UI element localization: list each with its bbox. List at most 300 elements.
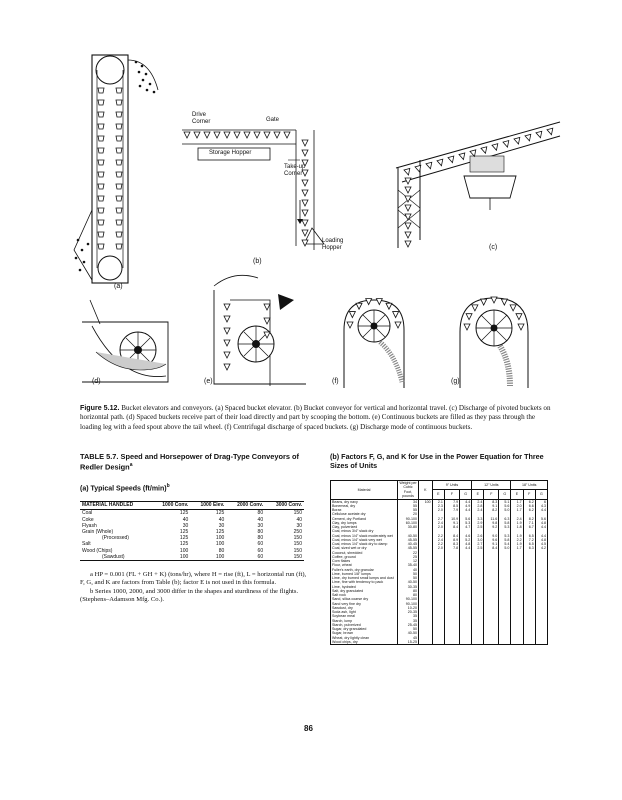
table-cell: 30-80 xyxy=(398,525,419,529)
panel-label-f: (f) xyxy=(332,378,339,385)
table-cell: Clay, pulverized xyxy=(331,525,398,529)
factors-table xyxy=(330,480,548,645)
bucket-shape xyxy=(224,132,230,138)
bucket-shape xyxy=(481,147,488,154)
bucket-shape xyxy=(116,88,122,93)
table-cell: 45 xyxy=(398,636,419,640)
table-cell: 5.4 xyxy=(499,542,511,546)
table-cell: Coal, minus 3/4" slack dry xyxy=(331,529,398,533)
table-cell: 125 xyxy=(179,528,189,535)
table-cell: 5.2 xyxy=(460,538,472,542)
table-cell: 4.4 xyxy=(460,499,472,504)
bucket-shape xyxy=(224,352,230,358)
table-cell: 30 xyxy=(182,522,189,529)
table-cell: 9.1 xyxy=(484,542,499,546)
table-cell: (Sawdust) xyxy=(80,554,151,561)
bucket-shape xyxy=(405,205,411,211)
material-dot xyxy=(77,239,80,242)
table-cell: Clay, dry lumps xyxy=(331,521,398,525)
bucket-shape xyxy=(98,148,104,153)
bucket-shape xyxy=(503,141,510,148)
table-row xyxy=(80,510,304,517)
bucket-shape xyxy=(405,241,411,247)
typical-speeds-subtitle: (a) Typical Speeds $(ft/\min)^b$ xyxy=(80,483,170,493)
factors-title-text: (b) Factors F, G, and K for Use in the Power Equation for Three Sizes of Units xyxy=(330,452,544,470)
table-cell: 125 xyxy=(179,541,189,548)
bucket-shape xyxy=(356,303,362,309)
bucket-shape xyxy=(184,132,190,138)
bucket-shape xyxy=(234,132,240,138)
bucket-shape xyxy=(302,190,308,196)
table-cell: 15-25 xyxy=(398,640,419,645)
panel-label-d: (d) xyxy=(92,378,101,385)
table-cell: 2.5 xyxy=(472,525,484,529)
table-cell: 40 xyxy=(218,516,225,523)
figure-caption xyxy=(80,404,558,432)
table-cell: 2.2 xyxy=(432,534,444,538)
table-cell: 9.1 xyxy=(484,504,499,508)
table-cell: 4.9 xyxy=(460,504,472,508)
table-cell: 60 xyxy=(226,554,265,561)
table-cell: 30 xyxy=(218,522,225,529)
factors-sub-header: G xyxy=(460,490,472,499)
table-cell: 60-100 xyxy=(398,521,419,525)
material-dot xyxy=(141,65,144,68)
table-cell: 5.6 xyxy=(460,517,472,521)
material-dot xyxy=(139,85,142,88)
material-dot xyxy=(145,73,148,76)
table-cell: 2.9 xyxy=(472,521,484,525)
table-cell xyxy=(511,640,523,645)
table-cell: 4.4 xyxy=(535,525,547,529)
bucket-shape xyxy=(302,140,308,146)
table-cell: Wood chips, dry xyxy=(331,640,398,645)
table-cell: 6.5 xyxy=(523,534,535,538)
table-cell: 1.8 xyxy=(511,525,523,529)
label-take-up-corner: Take-up Corner xyxy=(284,164,306,177)
panel-c-pivoted-drawing xyxy=(396,122,560,248)
table-cell: 4.8 xyxy=(535,521,547,525)
table-cell: Borax xyxy=(331,508,398,512)
table-cell: 10-20 xyxy=(398,606,419,610)
bucket-shape xyxy=(116,124,122,129)
bucket-shape xyxy=(116,196,122,201)
table-cell: 8.4 xyxy=(484,546,499,550)
caption-text: Bucket elevators and conveyors. (a) Spaced bucket elevator. (b) Bucket conveyor for vertical and horizontal travel. (c) Discharge of pivoted buckets on horizontal path. (d) Spaced buckets receive part of their load directly and part by scooping the bottom. (e) Continuous buckets are filled as they pass through the loading leg with a feed spout above the tail wheel. (f) Centrifugal discharge of spaced buckets. (g) Discharge mode of continuous buckets. xyxy=(80,404,551,431)
note-b: b Series 1000, 2000, and 3000 differ in the shapes and sturdiness of the flights. xyxy=(90,587,299,595)
table-cell: 2.7 xyxy=(432,517,444,521)
table-cell: 8.4 xyxy=(444,525,459,529)
table-cell: 4.8 xyxy=(535,538,547,542)
table-cell: 30 xyxy=(296,522,302,529)
table-cell: Sugar, brown xyxy=(331,631,398,635)
table-cell: 150 xyxy=(293,535,302,542)
table-cell: Fuller's earth, dry granular xyxy=(331,568,398,572)
material-dot xyxy=(83,261,86,264)
table-cell xyxy=(523,640,535,645)
table-cell: Coconut, shredded xyxy=(331,551,398,555)
bucket-shape xyxy=(501,299,507,305)
table-cell: 100 xyxy=(179,547,189,554)
table-cell: 4.4 xyxy=(460,508,472,512)
table-cell: 5.8 xyxy=(499,521,511,525)
table-cell xyxy=(444,640,459,645)
table-cell: 1.9 xyxy=(511,542,523,546)
table-cell: Wood (Chips) xyxy=(82,547,113,554)
table-cell: Cellulose acetate dry xyxy=(331,512,398,516)
table-cell: 2.1 xyxy=(432,499,444,504)
bucket-shape xyxy=(464,324,470,330)
factors-sub-header: F xyxy=(444,490,459,499)
table-cell: 80 xyxy=(398,593,419,597)
table-cell: 100 xyxy=(151,554,190,561)
table-cell: Grain (Whole) xyxy=(82,528,114,535)
table-cell: 4.4 xyxy=(535,534,547,538)
bucket-shape xyxy=(481,299,487,305)
table-cell: 5.3 xyxy=(499,534,511,538)
bucket-shape xyxy=(448,156,455,163)
table-cell: 2.5 xyxy=(472,546,484,550)
table-cell: 8.3 xyxy=(484,499,499,504)
table-cell: 35-40 xyxy=(398,563,419,567)
table-cell: 2.0 xyxy=(511,504,523,508)
bucket-shape xyxy=(244,132,250,138)
bucket-shape xyxy=(98,124,104,129)
bucket-shape xyxy=(393,312,399,318)
typical-speeds-table xyxy=(80,501,304,561)
table-cell: 7.9 xyxy=(444,499,459,504)
table-cell: 50 xyxy=(398,576,419,580)
table-cell xyxy=(535,640,547,645)
table-cell: 20 xyxy=(398,512,419,516)
bucket-shape xyxy=(224,364,230,370)
bucket-shape xyxy=(302,230,308,236)
table-cell: Starch, lump xyxy=(331,619,398,623)
table-cell: 2.0 xyxy=(432,508,444,512)
table-cell: 2.4 xyxy=(511,517,523,521)
bucket-shape xyxy=(302,150,308,156)
table-cell: 2.3 xyxy=(432,504,444,508)
bucket-shape xyxy=(98,100,104,105)
factors-sub-header: F xyxy=(523,490,535,499)
table-cell: 7.9 xyxy=(444,508,459,512)
bucket-shape xyxy=(366,299,372,305)
table-cell: 5.0 xyxy=(499,546,511,550)
speeds-col-header: 1000 Elev. xyxy=(190,501,226,510)
panel-label-a: (a) xyxy=(114,283,123,290)
table-cell: 40-50 xyxy=(398,534,419,538)
bucket-shape xyxy=(437,159,444,166)
bucket-shape xyxy=(514,137,521,144)
bucket-shape xyxy=(302,210,308,216)
bucket-shape xyxy=(224,316,230,322)
factors-group-9: 9" Units xyxy=(432,481,472,490)
table-cell: Coal, sized wet or dry xyxy=(331,546,398,550)
table-cell: 9.6 xyxy=(484,538,499,542)
bucket-shape xyxy=(116,184,122,189)
table-cell: 3.3 xyxy=(472,517,484,521)
table-cell: 6.6 xyxy=(523,504,535,508)
table-row xyxy=(331,640,548,645)
table-cell: 6.5 xyxy=(523,542,535,546)
bucket-shape xyxy=(264,304,270,310)
bucket-shape xyxy=(518,324,524,330)
factors-sub-header: E xyxy=(472,490,484,499)
table-cell: 8.2 xyxy=(523,517,535,521)
table-cell: 5.6 xyxy=(535,517,547,521)
factors-col-weight: Weight per Cubic Foot, pounds xyxy=(399,481,417,499)
panel-label-e: (e) xyxy=(204,378,213,385)
bucket-shape xyxy=(98,88,104,93)
table-cell: Sand very fine dry xyxy=(331,602,398,606)
table-cell: 2.6 xyxy=(472,534,484,538)
table-cell: Soybean meal xyxy=(331,614,398,618)
table-cell xyxy=(484,640,499,645)
material-dot xyxy=(138,71,141,74)
label-loading-hopper: Loading Hopper xyxy=(322,238,344,251)
bucket-shape xyxy=(98,220,104,225)
bucket-shape xyxy=(525,134,532,141)
table-cell: 7.8 xyxy=(444,546,459,550)
bucket-shape xyxy=(224,304,230,310)
table-cell: 80 xyxy=(257,528,264,535)
table-cell xyxy=(472,640,484,645)
table-cell: 2.7 xyxy=(472,542,484,546)
table-cell: Starch, pulverized xyxy=(331,623,398,627)
table-row xyxy=(80,554,304,561)
table-cell: 50 xyxy=(398,627,419,631)
table-cell: 6.7 xyxy=(523,525,535,529)
table-cell: 5.3 xyxy=(460,521,472,525)
table-cell: Salt rock xyxy=(331,593,398,597)
table-cell: 25 xyxy=(398,555,419,559)
bucket-shape xyxy=(264,132,270,138)
table-cell: 45-55 xyxy=(398,538,419,542)
bucket-shape xyxy=(492,144,499,151)
table-cell: Flyash xyxy=(82,522,97,529)
table-cell: 5.8 xyxy=(499,538,511,542)
table-cell: Salt xyxy=(82,541,91,548)
bucket-shape xyxy=(302,240,308,246)
table-cell: 2.4 xyxy=(432,521,444,525)
bucket-shape xyxy=(516,314,522,320)
table-cell: 80 xyxy=(257,510,264,517)
table-cell: 60 xyxy=(257,541,264,548)
table-cell: 5.1 xyxy=(499,499,511,504)
bucket-shape xyxy=(274,132,280,138)
table-cell: Lime, dry burned small lumps and dust xyxy=(331,576,398,580)
bucket-shape xyxy=(116,172,122,177)
bucket-shape xyxy=(98,184,104,189)
material-dot xyxy=(75,257,78,260)
bucket-shape xyxy=(194,132,200,138)
table-cell: (Processed) xyxy=(102,535,129,542)
table-cell: 1.9 xyxy=(511,534,523,538)
table-cell: 40 xyxy=(398,568,419,572)
speeds-col-header: MATERIAL HANDLED xyxy=(80,501,151,510)
table-cell: 90-100 xyxy=(398,597,419,601)
table-cell: 8.5 xyxy=(444,504,459,508)
page-number: 86 xyxy=(304,724,313,733)
bucket-shape xyxy=(347,322,353,328)
bucket-shape xyxy=(404,168,411,175)
table-cell: Cement, dry Portland xyxy=(331,517,398,521)
bucket-shape xyxy=(536,131,543,138)
table-cell: 2.8 xyxy=(472,504,484,508)
table-cell: 6.3 xyxy=(523,546,535,550)
bucket-shape xyxy=(116,160,122,165)
table-cell: 34 xyxy=(398,499,419,504)
bucket-shape xyxy=(395,322,401,328)
table-cell: 2.2 xyxy=(432,542,444,546)
table-cell: 4.3 xyxy=(535,504,547,508)
bucket-shape xyxy=(415,165,422,172)
bucket-shape xyxy=(116,244,122,249)
material-dot xyxy=(87,243,90,246)
table-cell: 12 xyxy=(398,559,419,563)
table-cell: 8.9 xyxy=(444,538,459,542)
table-cell: 4.6 xyxy=(460,534,472,538)
table-cell: 100 xyxy=(419,499,433,504)
table-cell xyxy=(499,640,511,645)
table-cell: 55 xyxy=(398,508,419,512)
bucket-shape xyxy=(284,132,290,138)
bucket-shape xyxy=(405,196,411,202)
bucket-shape xyxy=(405,214,411,220)
bucket-shape xyxy=(302,220,308,226)
table-cell: Lime, burned 1/8" lumps xyxy=(331,572,398,576)
label-storage-hopper: Storage Hopper xyxy=(209,150,252,156)
table-cell: Wheat, dry lightly clean xyxy=(331,636,398,640)
table-cell: Lime, fine with tendency to pack xyxy=(331,580,398,584)
bucket-shape xyxy=(98,232,104,237)
table-cell: 8.4 xyxy=(444,534,459,538)
speeds-col-header: 1000 Conv. xyxy=(151,501,190,510)
panel-a-material-dots xyxy=(75,61,156,272)
table-cell: 90-100 xyxy=(398,517,419,521)
table-cell: 40 xyxy=(296,516,302,523)
bucket-shape xyxy=(405,223,411,229)
table-cell: 90-100 xyxy=(398,602,419,606)
bucket-shape xyxy=(302,200,308,206)
table-cell: 2.0 xyxy=(432,525,444,529)
table-cell: 30 xyxy=(257,522,264,529)
table-cell: 9.1 xyxy=(444,521,459,525)
bucket-shape xyxy=(405,232,411,238)
panel-g-drawing xyxy=(460,298,528,388)
table-cell: 60 xyxy=(257,547,264,554)
table-cell: 6.3 xyxy=(499,517,511,521)
table-cell: 11.6 xyxy=(484,517,499,521)
table-cell: 40 xyxy=(182,516,189,523)
table-cell: 45-55 xyxy=(398,546,419,550)
table-cell: 9.2 xyxy=(484,525,499,529)
material-dot xyxy=(135,61,138,64)
bucket-shape xyxy=(116,136,122,141)
table-5-7-title: TABLE 5.7. Speed and Horsepower of Drag-Type Conveyors of Redler Design$^a$ xyxy=(80,452,300,472)
panel-label-g: (g) xyxy=(451,378,460,385)
table-cell: 7.2 xyxy=(523,538,535,542)
panel-d-drawing xyxy=(82,300,168,382)
table-cell: Bonemeal, dry xyxy=(331,504,398,508)
table-cell: 125 xyxy=(215,510,225,517)
table-cell: 40 xyxy=(257,516,264,523)
table-cell: 40-50 xyxy=(398,631,419,635)
table-cell: Soda ash, light xyxy=(331,610,398,614)
speeds-col-header: 2000 Conv. xyxy=(226,501,265,510)
bucket-shape xyxy=(264,318,270,324)
table-cell: 150 xyxy=(293,510,302,517)
table-cell: 1.7 xyxy=(511,499,523,504)
bucket-shape xyxy=(98,208,104,213)
factors-sub-header: F xyxy=(484,490,499,499)
bucket-shape xyxy=(98,112,104,117)
table-cell: 1.9 xyxy=(511,521,523,525)
table-cell: 80 xyxy=(218,547,225,554)
table-cell: 6.2 xyxy=(523,499,535,504)
bucket-shape xyxy=(224,340,230,346)
table-cell: 150 xyxy=(293,547,302,554)
table-cell: 6 xyxy=(535,499,547,504)
table-cell: Sawdust, dry xyxy=(331,606,398,610)
material-dot xyxy=(142,79,145,82)
material-dot xyxy=(153,91,156,94)
factors-group-12: 12" Units xyxy=(472,481,511,490)
table-cell: 7.1 xyxy=(523,521,535,525)
table-source: (Stephens–Adamson Mfg. Co.). xyxy=(80,596,165,604)
bucket-shape xyxy=(116,148,122,153)
table-cell: 9.8 xyxy=(484,521,499,525)
table-cell: 2.2 xyxy=(511,538,523,542)
table-cell: 50 xyxy=(398,572,419,576)
table-cell: 1.7 xyxy=(511,508,523,512)
label-drive-corner: Drive Corner xyxy=(192,112,211,125)
bucket-shape xyxy=(405,187,411,193)
table-cell: Sand, silica coarse dry xyxy=(331,597,398,601)
panel-a-buckets xyxy=(98,88,122,249)
label-gate: Gate xyxy=(266,117,280,123)
table-cell: 2.0 xyxy=(432,546,444,550)
table-cell: 20-35 xyxy=(398,610,419,614)
factors-col-material: Material xyxy=(331,481,398,500)
figure-number: Figure 5.12. xyxy=(80,404,120,412)
bucket-shape xyxy=(116,208,122,213)
factors-col-k: K xyxy=(419,481,433,500)
table-cell: 100 xyxy=(215,541,225,548)
table-cell: Lime, hydrated xyxy=(331,585,398,589)
table-cell: Salt, dry granulated xyxy=(331,589,398,593)
table-cell: 100 xyxy=(190,554,226,561)
table-cell: 125 xyxy=(179,510,189,517)
table-cell: 80 xyxy=(257,535,264,542)
factors-sub-header: E xyxy=(511,490,523,499)
bucket-shape xyxy=(98,244,104,249)
bucket-shape xyxy=(98,172,104,177)
factors-sub-header: E xyxy=(432,490,444,499)
table-cell: 150 xyxy=(265,554,304,561)
bucket-shape xyxy=(302,180,308,186)
bucket-shape xyxy=(376,299,382,305)
material-dot xyxy=(146,89,149,92)
table-cell xyxy=(419,640,433,645)
bucket-shape xyxy=(426,162,433,169)
bucket-shape xyxy=(98,136,104,141)
table-cell: 22 xyxy=(398,551,419,555)
table-cell: 5.0 xyxy=(499,508,511,512)
table-cell xyxy=(432,640,444,645)
table-cell: 5.6 xyxy=(499,504,511,508)
table-cell: 10.9 xyxy=(444,517,459,521)
